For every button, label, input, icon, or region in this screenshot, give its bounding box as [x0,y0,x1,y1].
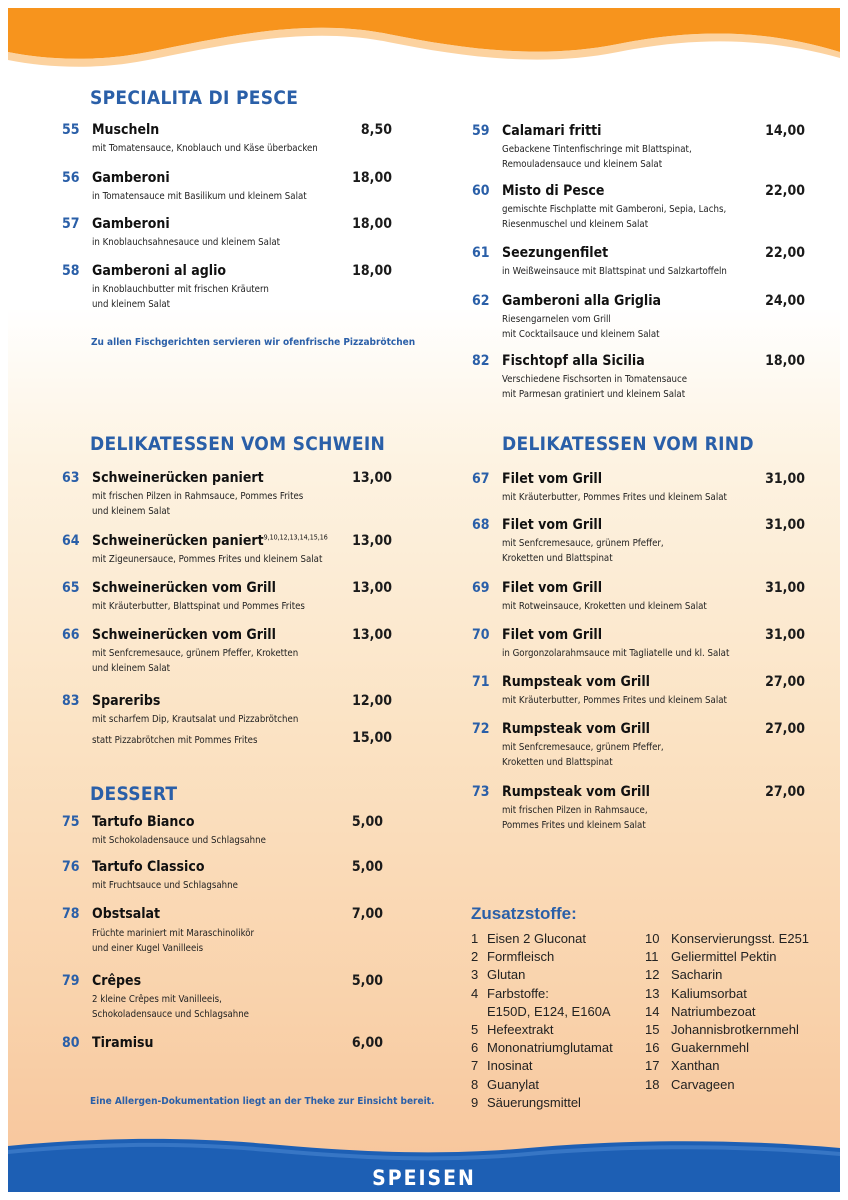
item-name: Tartufo Bianco [92,814,195,830]
top-wave-banner [8,8,840,88]
additives-title: Zusatzstoffe: [471,904,577,923]
item-description: mit scharfem Dip, Krautsalat und Pizzabrötchen [92,714,299,725]
item-name: Rumpsteak vom Grill [502,721,650,737]
additive-number: 8 [471,1076,479,1092]
section-title-pesce: SPECIALITA DI PESCE [90,87,299,109]
item-number: 69 [472,580,490,596]
item-price: 13,00 [352,580,392,596]
additive-number: 5 [471,1022,479,1038]
item-extra-price: 15,00 [352,730,392,746]
item-price: 13,00 [352,533,392,549]
additive-label: Natriumbezoat [671,1003,756,1019]
item-price: 6,00 [351,1035,383,1051]
additive-label: Eisen 2 Gluconat [487,931,587,946]
item-number: 57 [62,216,80,232]
additive-number: 17 [645,1058,660,1074]
item-name: Rumpsteak vom Grill [502,674,650,690]
additive-label: Formfleisch [487,949,555,965]
additive-item [645,1003,809,1021]
item-price: 7,00 [351,906,383,922]
item-name: Misto di Pesce [502,183,605,199]
additive-number: 1 [471,931,479,946]
item-description: mit Tomatensauce, Knoblauch und Käse überbacken [92,143,318,154]
item-price: 18,00 [352,216,392,232]
additive-number: 11 [645,949,659,965]
item-number: 67 [472,471,490,487]
item-extra-line: statt Pizzabrötchen mit Pommes Frites [92,735,258,746]
item-number: 65 [62,580,80,596]
additive-number: 14 [645,1003,660,1019]
additive-label: Guanylat [487,1076,540,1092]
additive-label: Xanthan [671,1058,720,1074]
additive-label: Geliermittel Pektin [671,949,777,965]
item-price: 5,00 [351,814,383,830]
additive-item [645,948,809,966]
additive-label: Sacharin [671,967,723,983]
additive-number: 12 [645,967,660,983]
item-number: 83 [62,693,80,709]
additive-label: Johannisbrotkernmehl [671,1022,799,1038]
item-price: 31,00 [765,580,805,596]
item-name: Rumpsteak vom Grill [502,784,650,800]
additive-number: 13 [645,985,660,1001]
item-description: mit Zigeunersauce, Pommes Frites und kleinem Salat [92,554,323,565]
additive-item [471,985,613,1003]
item-name: Spareribs [92,693,161,709]
item-description: in Gorgonzolarahmsauce mit Tagliatelle und kl. Salat [502,648,730,659]
item-price: 31,00 [765,627,805,643]
additive-item [645,1057,809,1075]
item-number: 68 [472,517,490,533]
additive-number: 16 [645,1040,660,1056]
menu-page [8,8,840,1192]
item-number: 75 [62,814,80,830]
additive-number: 4 [471,985,479,1001]
item-name: Filet vom Grill [502,517,603,533]
additive-item [471,1076,613,1094]
item-name: Tartufo Classico [92,859,205,875]
item-name: Schweinerücken vom Grill [92,580,276,596]
fish-note: Zu allen Fischgerichten servieren wir ofenfrische Pizzabrötchen [91,337,416,348]
additive-item [471,1039,613,1057]
item-description: gemischte Fischplatte mit Gamberoni, Sepia, Lachs, Riesenmuschel und kleinem Salat [502,204,727,230]
additive-number: 7 [471,1058,479,1074]
item-number: 82 [472,353,490,369]
additive-label: Inosinat [487,1058,533,1074]
additive-label: Carvageen [671,1076,735,1092]
item-number: 61 [472,245,490,261]
additive-label: Glutan [487,967,526,983]
item-description: mit Kräuterbutter, Pommes Frites und kleinem Salat [502,492,727,503]
item-description: in Knoblauchbutter mit frischen Kräutern und kleinem Salat [92,284,269,310]
item-name: Gamberoni [92,170,170,186]
additive-number: 6 [471,1040,479,1056]
additive-label: Kaliumsorbat [671,985,747,1001]
item-number: 64 [62,533,80,549]
item-number: 56 [62,170,80,186]
item-price: 31,00 [765,517,805,533]
item-description: in Weißweinsauce mit Blattspinat und Salzkartoffeln [502,266,727,277]
item-price: 18,00 [765,353,805,369]
additive-item [645,966,809,984]
item-price: 22,00 [765,183,805,199]
item-name: Muscheln [92,122,160,138]
item-name: Filet vom Grill [502,580,603,596]
item-name: Gamberoni alla Griglia [502,293,662,309]
additive-number: 2 [471,949,479,965]
additive-label: Guakernmehl [671,1040,750,1056]
item-number: 63 [62,470,80,486]
item-name: Seezungenfilet [502,245,609,261]
item-number: 62 [472,293,490,309]
item-number: 80 [62,1035,80,1051]
item-number: 78 [62,906,80,922]
additive-number: 15 [645,1022,660,1038]
additive-item [645,1076,809,1094]
additive-item [645,1039,809,1057]
item-price: 27,00 [765,674,805,690]
item-description: 2 kleine Crêpes mit Vanilleeis, Schokoladensauce und Schlagsahne [92,994,249,1020]
additive-refs: 9,10,12,13,14,15,16 [263,533,328,542]
item-price: 12,00 [352,693,392,709]
item-name: Schweinerücken vom Grill [92,627,276,643]
item-name: Filet vom Grill [502,471,603,487]
item-name: Gamberoni [92,216,170,232]
item-name: Crêpes [92,973,142,989]
additive-item [471,1021,613,1039]
item-number: 79 [62,973,80,989]
item-price: 8,50 [360,122,392,138]
item-price: 5,00 [351,973,383,989]
item-price: 13,00 [352,470,392,486]
item-price: 31,00 [765,471,805,487]
additives-list-left [471,930,613,1112]
item-price: 5,00 [351,859,383,875]
item-description: mit frischen Pilzen in Rahmsauce, Pommes Frites und kleinem Salat [92,491,304,517]
additive-label: Farbstoffe: [487,985,549,1001]
item-name: Fischtopf alla Sicilia [502,353,645,369]
additive-item [471,1003,613,1021]
additive-label: Säuerungsmittel [487,1094,581,1110]
item-number: 58 [62,263,80,279]
item-description: Gebackene Tintenfischringe mit Blattspinat, Remouladensauce und kleinem Salat [502,144,692,170]
item-price: 27,00 [765,784,805,800]
item-price: 27,00 [765,721,805,737]
additive-item [471,948,613,966]
allergen-note: Eine Allergen-Dokumentation liegt an der Theke zur Einsicht bereit. [90,1096,435,1107]
additive-item [471,930,613,948]
additive-number: 18 [645,1076,660,1092]
item-number: 59 [472,123,490,139]
additive-item [645,1021,809,1039]
section-title-rind: DELIKATESSEN VOM RIND [502,433,754,455]
item-number: 55 [62,122,80,138]
item-number: 70 [472,627,490,643]
additive-item [645,985,809,1003]
item-number: 76 [62,859,80,875]
item-price: 14,00 [765,123,805,139]
item-number: 73 [472,784,490,800]
item-price: 13,00 [352,627,392,643]
item-description: mit Senfcremesauce, grünem Pfeffer, Kroketten und Blattspinat [502,538,664,564]
item-description: mit Fruchtsauce und Schlagsahne [92,880,238,891]
additive-item [645,930,809,948]
item-number: 72 [472,721,490,737]
item-description: Verschiedene Fischsorten in Tomatensauce mit Parmesan gratiniert und kleinem Salat [502,374,688,400]
item-description: in Knoblauchsahnesauce und kleinem Salat [92,237,281,248]
item-price: 18,00 [352,170,392,186]
item-number: 66 [62,627,80,643]
section-title-schwein: DELIKATESSEN VOM SCHWEIN [90,433,386,455]
item-name: Schweinerücken paniert [92,470,264,486]
additive-label: Hefeextrakt [487,1022,554,1038]
section-title-dessert: DESSERT [90,783,178,805]
additive-label: Mononatriumglutamat [487,1040,613,1056]
item-name: Obstsalat [92,906,161,922]
item-description: mit frischen Pilzen in Rahmsauce, Pommes Frites und kleinem Salat [502,805,648,831]
footer-title: SPEISEN [372,1166,476,1190]
item-price: 18,00 [352,263,392,279]
item-description: mit Schokoladensauce und Schlagsahne [92,835,266,846]
item-name: Gamberoni al aglio [92,263,227,279]
item-name: Schweinerücken paniert$^{9,10,12,13,14,15,16}$ [92,533,328,549]
menu-item-83 [62,693,392,763]
additive-item [471,1057,613,1075]
item-description: in Tomatensauce mit Basilikum und kleinem Salat [92,191,307,202]
item-description: mit Kräuterbutter, Pommes Frites und kleinem Salat [502,695,727,706]
item-description: Früchte mariniert mit Maraschinolikör und einer Kugel Vanilleeis [92,928,255,954]
item-name: Filet vom Grill [502,627,603,643]
additive-item [471,1094,613,1112]
item-price: 24,00 [765,293,805,309]
item-number: 60 [472,183,490,199]
item-name: Calamari fritti [502,123,602,139]
additive-number: 9 [471,1094,479,1110]
additive-item [471,966,613,984]
item-number: 71 [472,674,490,690]
item-price: 22,00 [765,245,805,261]
additive-label: Konservierungsst. E251 [671,931,810,946]
item-description: mit Senfcremesauce, grünem Pfeffer, Kroketten und Blattspinat [502,742,664,768]
item-description: mit Senfcremesauce, grünem Pfeffer, Kroketten und kleinem Salat [92,648,299,674]
item-description: Riesengarnelen vom Grill mit Cocktailsauce und kleinem Salat [502,314,660,340]
additive-number: 10 [645,931,660,946]
additive-number: 3 [471,967,479,983]
additive-label: E150D, E124, E160A [487,1003,611,1019]
item-description: mit Kräuterbutter, Blattspinat und Pommes Frites [92,601,305,612]
item-description: mit Rotweinsauce, Kroketten und kleinem Salat [502,601,707,612]
item-name: Tiramisu [92,1035,154,1051]
additives-list-right [645,930,809,1094]
